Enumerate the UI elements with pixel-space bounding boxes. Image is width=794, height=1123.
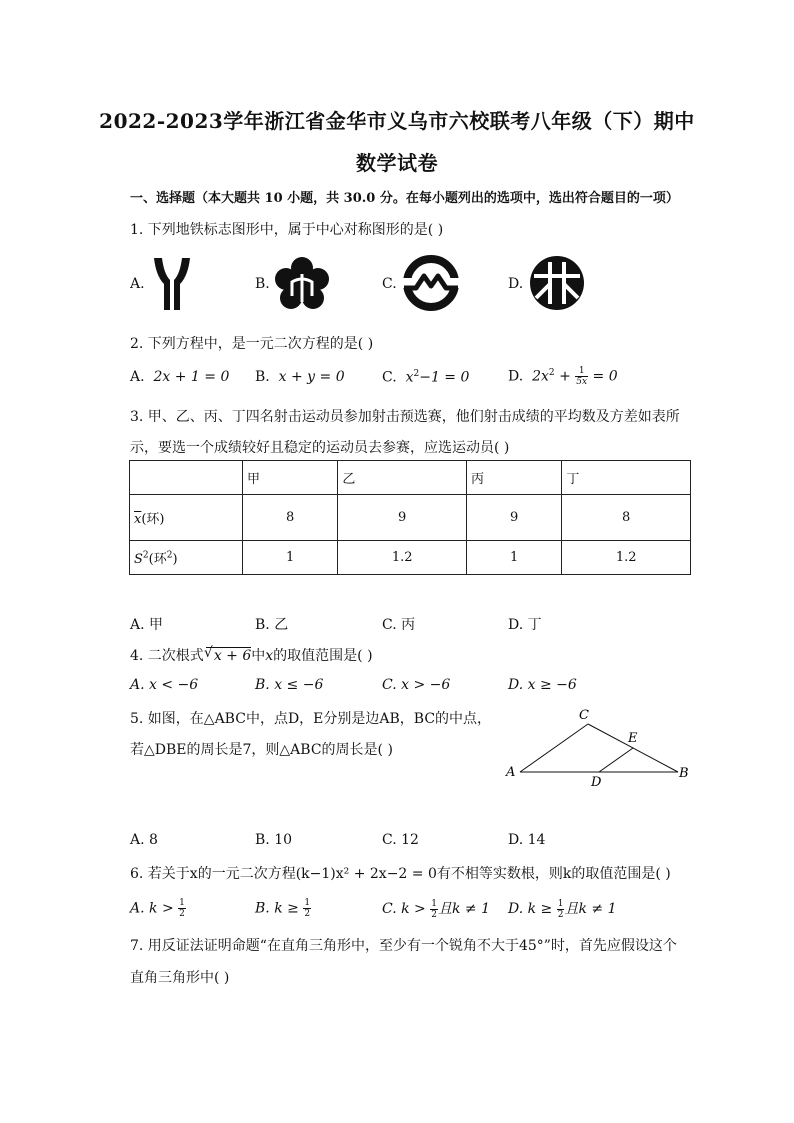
mean-symbol: $\overline{x}$ xyxy=(134,512,142,527)
table-header-cell: 丁 xyxy=(562,461,691,495)
q4-stem-pre: 4. 二次根式 xyxy=(130,648,204,664)
q4-option-b: B. x ≤ −6 xyxy=(255,677,324,693)
q6-option-a-fraction xyxy=(178,898,186,919)
q3-option-c: C. 丙 xyxy=(382,617,416,633)
q6-option-c-label: C. k > xyxy=(382,901,426,917)
q2-option-c-label: C. xyxy=(382,369,397,386)
q1-option-b-logo-icon xyxy=(274,256,330,312)
q2-option-b-label: B. xyxy=(255,369,270,385)
table-cell: 1.2 xyxy=(562,541,691,575)
mean-unit: (环) xyxy=(141,512,165,527)
fraction-denominator: 2 xyxy=(431,909,437,920)
q5-option-d: D. 14 xyxy=(508,832,546,848)
table-row-mean xyxy=(130,495,691,541)
q2-option-d-label: D. xyxy=(508,368,524,385)
q3-option-b: B. 乙 xyxy=(255,617,289,633)
q3-stem-line2: 示，要选一个成绩较好且稳定的运动员去参赛，应选运动员( ) xyxy=(130,440,510,456)
fraction-denominator: 2 xyxy=(557,909,564,920)
section-heading: 一、选择题（本大题共 10 小题，共 30.0 分。在每小题列出的选项中，选出符合题目的一项） xyxy=(130,191,679,206)
q1-stem: 1. 下列地铁标志图形中，属于中心对称图形的是( ) xyxy=(130,222,444,238)
table-header-row xyxy=(130,461,691,495)
q5-option-b: B. 10 xyxy=(255,832,293,848)
table-cell: 8 xyxy=(562,495,691,541)
q7-stem-line2: 直角三角形中( ) xyxy=(130,970,230,986)
q6-stem: 6. 若关于x的一元二次方程(k−1)x² + 2x−2 = 0有不相等实数根，则k的取值范围是( ) xyxy=(130,866,671,882)
q2-option-a-label: A. xyxy=(130,369,145,385)
q7-stem-line1: 7. 用反证法证明命题“在直角三角形中，至少有一个锐角不大于45°”时，首先应假设这个 xyxy=(130,938,677,954)
q2-option-d-numerator: 1 xyxy=(575,366,588,377)
q6-option-a xyxy=(130,898,186,919)
q2-option-a-text: 2x + 1 = 0 xyxy=(153,369,230,385)
q1-option-c-label: C. xyxy=(382,276,397,292)
q2-option-c-exp: 2 xyxy=(413,369,420,379)
q5-option-a: A. 8 xyxy=(130,832,158,848)
row-label-mean xyxy=(130,495,243,541)
variance-symbol: S xyxy=(134,552,143,567)
q6-option-b-fraction xyxy=(303,898,311,919)
variance-unit-close: ) xyxy=(172,552,178,567)
q3-option-d: D. 丁 xyxy=(508,617,542,633)
q1-option-d-label: D. xyxy=(508,276,524,292)
q4-radicand: x + 6 xyxy=(213,648,252,664)
row-label-variance xyxy=(130,541,243,575)
q6-option-c-fraction xyxy=(430,899,438,920)
q6-option-d-rest: 且k ≠ 1 xyxy=(564,901,617,917)
fraction-numerator: 1 xyxy=(304,898,311,908)
q2-option-a xyxy=(130,369,229,385)
q1-option-d-logo-icon xyxy=(528,254,586,312)
q2-option-d-rest: = 0 xyxy=(588,368,618,385)
q4-option-d: D. x ≥ −6 xyxy=(508,677,577,693)
variance-exp: 2 xyxy=(142,550,149,561)
q4-option-a: A. x < −6 xyxy=(130,677,199,693)
table-cell: 9 xyxy=(466,495,561,541)
q1-option-a-logo-icon xyxy=(150,256,194,312)
fraction-numerator: 1 xyxy=(179,898,185,908)
q2-option-c xyxy=(382,369,469,386)
q2-option-d-denominator: 5x xyxy=(576,377,588,387)
q4-radical: √ x + 6 xyxy=(203,645,252,664)
q6-option-c-rest: 且k ≠ 1 xyxy=(437,901,490,917)
table-cell: 8 xyxy=(243,495,338,541)
vertex-label-a: A xyxy=(506,765,516,780)
variance-unit-exp: 2 xyxy=(166,550,173,561)
q2-option-d xyxy=(508,366,618,387)
vertex-label-e: E xyxy=(628,731,638,746)
q2-option-d-plus: + xyxy=(554,368,576,385)
q2-stem: 2. 下列方程中，是一元二次方程的是( ) xyxy=(130,336,374,352)
q2-option-c-base: x xyxy=(405,369,414,386)
q6-option-b-label: B. k ≥ xyxy=(255,900,299,917)
q2-option-b xyxy=(255,369,345,385)
q4-option-c: C. x > −6 xyxy=(382,677,451,693)
fraction-denominator: 2 xyxy=(304,909,311,919)
q3-option-a: A. 甲 xyxy=(130,617,164,633)
fraction-denominator: 2 xyxy=(179,909,185,919)
exam-title-line2: 数学试卷 xyxy=(356,151,438,175)
q4-stem-post: 的取值范围是( ) xyxy=(273,648,373,664)
q2-option-d-fraction xyxy=(575,366,588,387)
q1-option-b-label: B. xyxy=(255,276,270,292)
table-header-cell: 乙 xyxy=(338,461,467,495)
q1-option-c-logo-icon xyxy=(402,254,460,312)
q5-option-c: C. 12 xyxy=(382,832,419,848)
vertex-label-c: C xyxy=(579,708,589,723)
table-header-cell: 甲 xyxy=(243,461,338,495)
q4-stem-var: x xyxy=(265,648,274,664)
vertex-label-b: B xyxy=(679,766,689,781)
q6-option-c xyxy=(382,898,490,920)
q1-option-a-label: A. xyxy=(130,276,145,292)
table-cell: 1.2 xyxy=(338,541,467,575)
q2-option-b-text: x + y = 0 xyxy=(278,369,345,385)
q4-stem xyxy=(130,645,373,665)
table-header-cell xyxy=(130,461,243,495)
fraction-numerator: 1 xyxy=(431,898,437,909)
q6-option-b xyxy=(255,898,311,919)
q4-stem-mid: 中 xyxy=(251,648,266,664)
q6-option-d xyxy=(508,898,617,920)
q5-stem-line2: 若△DBE的周长是7，则△ABC的周长是( ) xyxy=(130,742,393,758)
q3-score-table xyxy=(129,460,691,575)
q6-option-a-label: A. k > xyxy=(130,900,174,917)
vertex-label-d: D xyxy=(591,775,602,790)
table-row-variance xyxy=(130,541,691,575)
q3-stem-line1: 3. 甲、乙、丙、丁四名射击运动员参加射击预选赛，他们射击成绩的平均数及方差如表所 xyxy=(130,409,680,425)
table-cell: 1 xyxy=(243,541,338,575)
q2-option-c-rest: −1 = 0 xyxy=(419,369,470,386)
exam-title-line1: 2022-2023学年浙江省金华市义乌市六校联考八年级（下）期中 xyxy=(99,109,695,133)
q6-option-d-label: D. k ≥ xyxy=(508,901,553,917)
table-header-cell: 丙 xyxy=(466,461,561,495)
table-cell: 9 xyxy=(338,495,467,541)
q5-triangle-figure xyxy=(500,702,700,792)
table-cell: 1 xyxy=(466,541,561,575)
fraction-numerator: 1 xyxy=(557,898,564,909)
variance-unit: (环 xyxy=(148,552,167,567)
q2-option-d-exp: 2 xyxy=(548,367,555,378)
q5-stem-line1: 5. 如图，在△ABC中，点D，E分别是边AB，BC的中点， xyxy=(130,711,492,727)
q2-option-d-base: 2x xyxy=(532,368,549,385)
